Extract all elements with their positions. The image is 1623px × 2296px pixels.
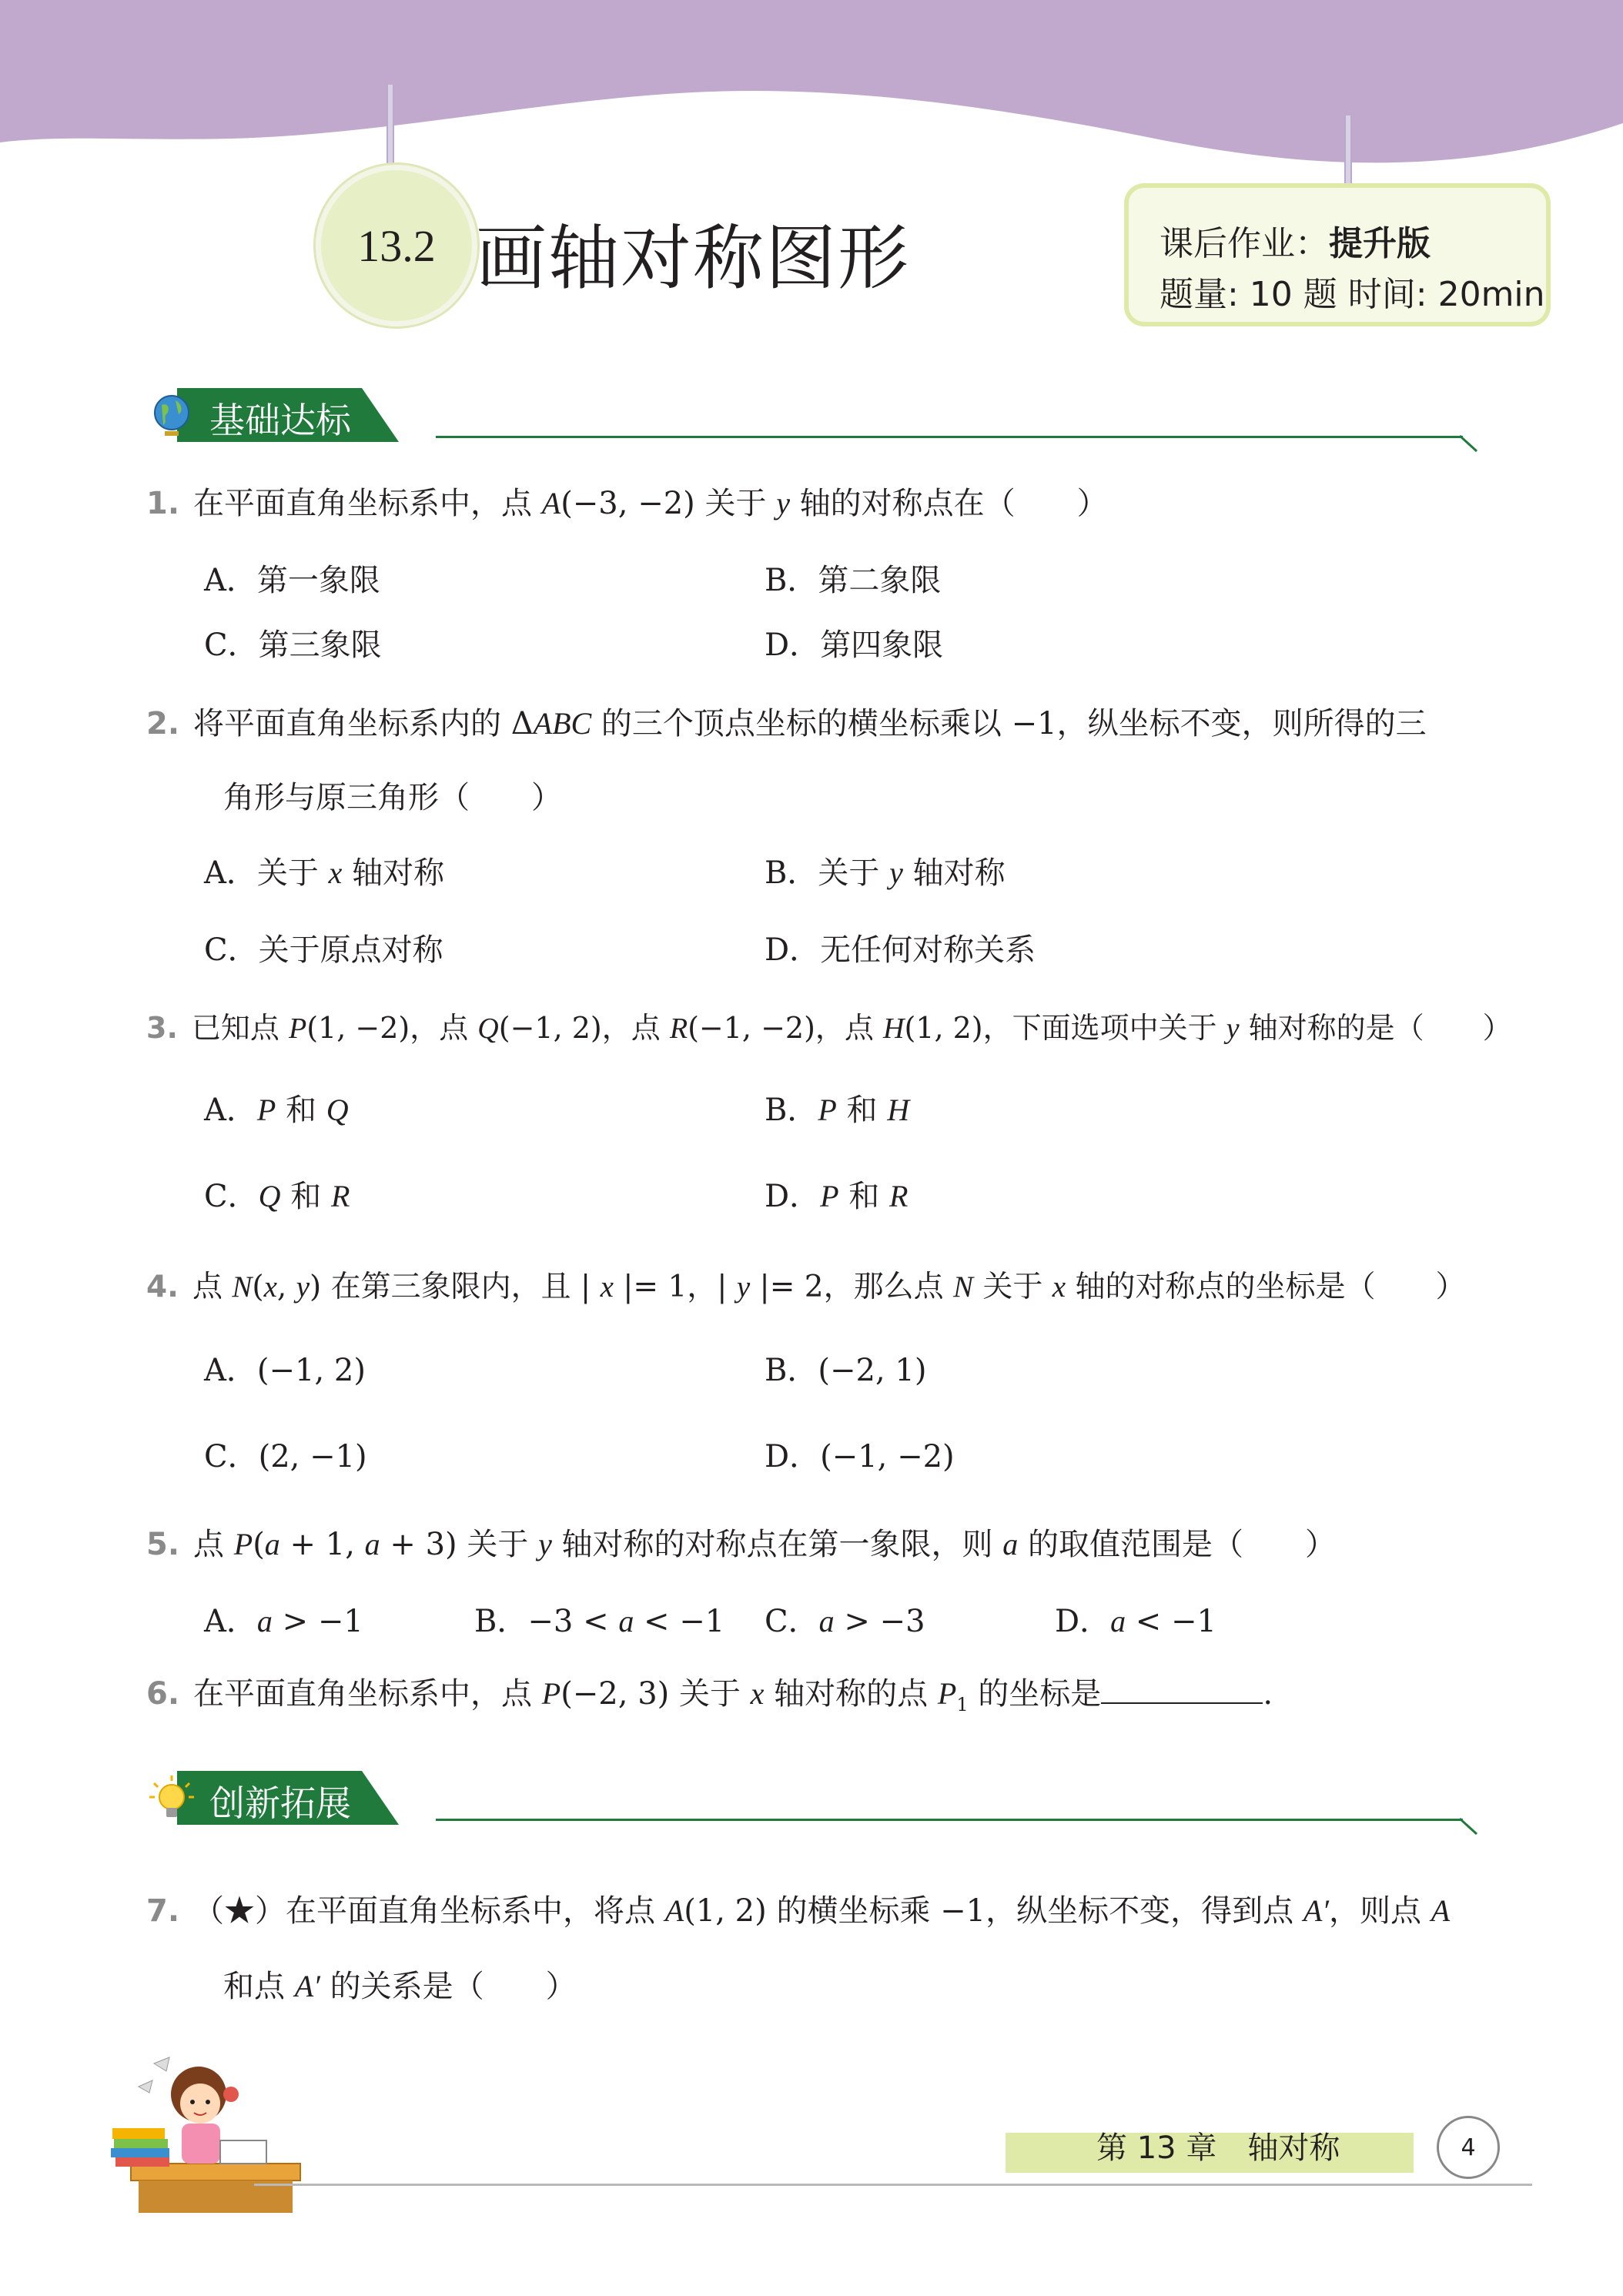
opt-text: 和 xyxy=(836,1093,888,1128)
q4-option-d: D．(−1, −2) xyxy=(765,1439,955,1474)
opt-var: a xyxy=(1110,1604,1126,1638)
q1-option-d: D．第四象限 xyxy=(765,628,944,663)
opt-var: a xyxy=(256,1604,273,1638)
q-text: 的取值范围是（ ） xyxy=(1018,1527,1336,1562)
q-text: (−1, 2)，点 xyxy=(498,1011,670,1045)
q5-option-c xyxy=(765,1597,925,1641)
opt-var: Q xyxy=(258,1179,281,1213)
girl-reading-illustration xyxy=(108,2048,316,2217)
q-text: ，则点 xyxy=(1329,1893,1431,1929)
q-text: 已知点 xyxy=(191,1011,289,1045)
q-text: ( xyxy=(253,1527,265,1562)
q-var: y xyxy=(1226,1012,1240,1045)
q5-option-d xyxy=(1055,1597,1216,1641)
opt-text: −3 < xyxy=(527,1604,619,1639)
homework-label: 课后作业： xyxy=(1160,224,1329,263)
question-number: 5. xyxy=(146,1527,180,1562)
question-7-line-2 xyxy=(223,1962,577,2006)
q-text: (1, 2) 的横坐标乘 −1，纵坐标不变，得到点 xyxy=(684,1893,1303,1929)
homework-level: 提升版 xyxy=(1329,224,1431,263)
q-var: x xyxy=(600,1270,614,1304)
section-label-extend: 创新拓展 xyxy=(209,1782,351,1824)
question-5 xyxy=(146,1520,1336,1564)
q-var: y xyxy=(736,1270,751,1304)
box-hanger xyxy=(1344,115,1352,185)
lightbulb-icon xyxy=(148,1774,196,1822)
opt-text: 和 xyxy=(276,1093,326,1128)
q-text: 的关系是（ ） xyxy=(320,1969,577,2004)
q-var: x xyxy=(750,1676,765,1711)
opt-var: y xyxy=(889,855,903,890)
section-rule-extend xyxy=(436,1819,1463,1821)
question-3 xyxy=(146,1004,1512,1046)
q3-option-b xyxy=(765,1086,909,1130)
section-number-badge: 13.2 xyxy=(316,165,477,326)
q-var: y xyxy=(776,486,790,520)
opt-label: A． xyxy=(204,1604,257,1639)
q-var: R xyxy=(669,1012,688,1045)
q-var: N xyxy=(232,1270,253,1304)
q-text: （★）在平面直角坐标系中，将点 xyxy=(193,1893,665,1929)
opt-text: B．关于 xyxy=(765,855,890,891)
q-var: x xyxy=(263,1270,277,1304)
q-text: 点 xyxy=(193,1527,234,1562)
q2-option-c: C．关于原点对称 xyxy=(204,932,443,968)
opt-text: 轴对称 xyxy=(902,855,1006,891)
q-text: 轴对称的对称点在第一象限，则 xyxy=(551,1527,1003,1562)
q2-option-b xyxy=(765,848,1006,892)
opt-var: H xyxy=(887,1093,910,1127)
q-text: 的坐标是 xyxy=(968,1676,1102,1712)
q-var: A xyxy=(541,486,561,520)
q-var: A xyxy=(1431,1893,1451,1928)
q-var: a xyxy=(364,1527,380,1561)
opt-var: R xyxy=(888,1179,909,1213)
q-var: y xyxy=(538,1527,552,1561)
badge-hanger xyxy=(387,85,394,166)
q-text: ( xyxy=(252,1270,264,1304)
opt-label: D． xyxy=(765,1179,821,1214)
opt-label: B． xyxy=(474,1604,528,1639)
opt-text: A．关于 xyxy=(204,855,329,891)
q-var: N xyxy=(952,1270,973,1304)
opt-text: < −1 xyxy=(634,1604,725,1639)
q-text: 轴的对称点的坐标是（ ） xyxy=(1066,1270,1466,1304)
question-number: 4. xyxy=(146,1270,179,1304)
q2-option-d: D．无任何对称关系 xyxy=(765,932,1036,968)
question-7 xyxy=(146,1886,1450,1930)
q-var: P xyxy=(541,1676,561,1711)
q3-option-c xyxy=(204,1172,350,1216)
opt-text: > −1 xyxy=(272,1604,363,1639)
q3-option-a xyxy=(204,1086,349,1130)
q-text: 关于 xyxy=(973,1270,1052,1304)
q3-option-d xyxy=(765,1172,908,1216)
q1-option-c: C．第三象限 xyxy=(204,628,382,663)
q5-option-b xyxy=(474,1597,724,1641)
opt-label: C． xyxy=(204,1179,259,1214)
q-var: A′ xyxy=(294,1969,320,2003)
q-text: 轴对称的是（ ） xyxy=(1239,1011,1512,1045)
rule-end-hook xyxy=(1460,434,1478,453)
opt-label: C． xyxy=(765,1604,819,1639)
opt-var: Q xyxy=(326,1093,349,1127)
section-header-basic xyxy=(154,388,400,442)
question-2 xyxy=(146,699,1427,743)
q-text: (1, −2)，点 xyxy=(306,1011,478,1045)
section-label-basic: 基础达标 xyxy=(209,400,351,441)
opt-label: A． xyxy=(204,1093,257,1128)
q-text: 和点 xyxy=(223,1969,295,2004)
homework-meta: 题量: 10 题 时间: 20min xyxy=(1160,275,1545,314)
page-title: 画轴对称图形 xyxy=(476,217,911,300)
q-text: ) 在第三象限内，且 | xyxy=(310,1270,601,1304)
q-var: P xyxy=(233,1527,253,1561)
q4-option-c: C．(2, −1) xyxy=(204,1439,367,1474)
q-subscript: 1 xyxy=(956,1694,969,1715)
opt-text: 和 xyxy=(280,1179,331,1214)
q-text: . xyxy=(1263,1676,1273,1712)
opt-var: x xyxy=(328,855,343,890)
q-var: Q xyxy=(477,1012,499,1045)
opt-var: P xyxy=(818,1093,837,1127)
q-text: |= 1，| xyxy=(613,1270,737,1304)
header-wave-banner xyxy=(0,0,1623,185)
page-number: 4 xyxy=(1437,2116,1500,2179)
q-text: 在平面直角坐标系中，点 xyxy=(193,1676,542,1712)
opt-var: P xyxy=(256,1093,276,1127)
section-header-extend xyxy=(154,1771,400,1825)
q-var: A xyxy=(664,1893,684,1928)
question-1 xyxy=(146,479,1108,523)
q5-option-a xyxy=(204,1597,363,1641)
q-var: H xyxy=(882,1012,905,1045)
opt-text: 轴对称 xyxy=(342,855,445,891)
homework-label-line xyxy=(1160,216,1431,265)
opt-text: < −1 xyxy=(1126,1604,1216,1639)
q-var: P xyxy=(937,1676,957,1711)
opt-label: D． xyxy=(1055,1604,1111,1639)
q-text: 的三个顶点坐标的横坐标乘以 −1，纵坐标不变，则所得的三 xyxy=(591,706,1427,741)
question-4 xyxy=(146,1263,1466,1306)
opt-var: a xyxy=(618,1604,634,1638)
opt-text: 和 xyxy=(838,1179,889,1214)
q1-option-b: B．第二象限 xyxy=(765,563,942,598)
question-6 xyxy=(146,1669,1273,1715)
footer-chapter: 第 13 章 轴对称 xyxy=(1096,2130,1340,2166)
q-text: + 1, xyxy=(279,1527,365,1562)
q-text: , xyxy=(276,1270,296,1304)
q-text: (−3, −2) 关于 xyxy=(561,486,777,521)
rule-end-hook xyxy=(1460,1817,1478,1836)
q4-option-b: B．(−2, 1) xyxy=(765,1353,927,1388)
q-text: 轴的对称点在（ ） xyxy=(789,486,1108,521)
q-var: y xyxy=(296,1270,310,1304)
question-number: 6. xyxy=(146,1676,180,1712)
q-text: + 3) 关于 xyxy=(380,1527,539,1562)
q-var: a xyxy=(1002,1527,1019,1561)
question-number: 3. xyxy=(146,1011,178,1045)
q-var: a xyxy=(264,1527,280,1561)
answer-blank[interactable] xyxy=(1101,1673,1263,1704)
question-number: 1. xyxy=(146,486,180,521)
q-var: ABC xyxy=(533,706,592,741)
q-var: A′ xyxy=(1303,1893,1330,1928)
q-text: 在平面直角坐标系中，点 xyxy=(193,486,542,521)
homework-info-box xyxy=(1124,183,1551,326)
q-text: (1, 2)，下面选项中关于 xyxy=(904,1011,1226,1045)
opt-label: B． xyxy=(765,1093,818,1128)
question-2-line-2: 角形与原三角形（ ） xyxy=(223,780,562,815)
q-text: |= 2，那么点 xyxy=(750,1270,953,1304)
q1-option-a: A．第一象限 xyxy=(204,563,380,598)
q-var: x xyxy=(1052,1270,1066,1304)
q-text: (−2, 3) 关于 xyxy=(561,1676,751,1712)
footer-line xyxy=(254,2184,1532,2186)
q-text: 轴对称的点 xyxy=(764,1676,938,1712)
opt-var: a xyxy=(818,1604,835,1638)
q2-option-a xyxy=(204,848,444,892)
q-var: P xyxy=(288,1012,307,1045)
section-rule-basic xyxy=(436,436,1463,438)
q4-option-a: A．(−1, 2) xyxy=(204,1353,366,1388)
q-text: 点 xyxy=(192,1270,233,1304)
question-number: 2. xyxy=(146,706,180,741)
q-text: 将平面直角坐标系内的 Δ xyxy=(193,706,534,741)
globe-icon xyxy=(148,391,196,439)
opt-var: R xyxy=(330,1179,350,1213)
opt-var: P xyxy=(820,1179,839,1213)
q-text: (−1, −2)，点 xyxy=(688,1011,883,1045)
question-number: 7. xyxy=(146,1893,180,1929)
opt-text: > −3 xyxy=(834,1604,925,1639)
